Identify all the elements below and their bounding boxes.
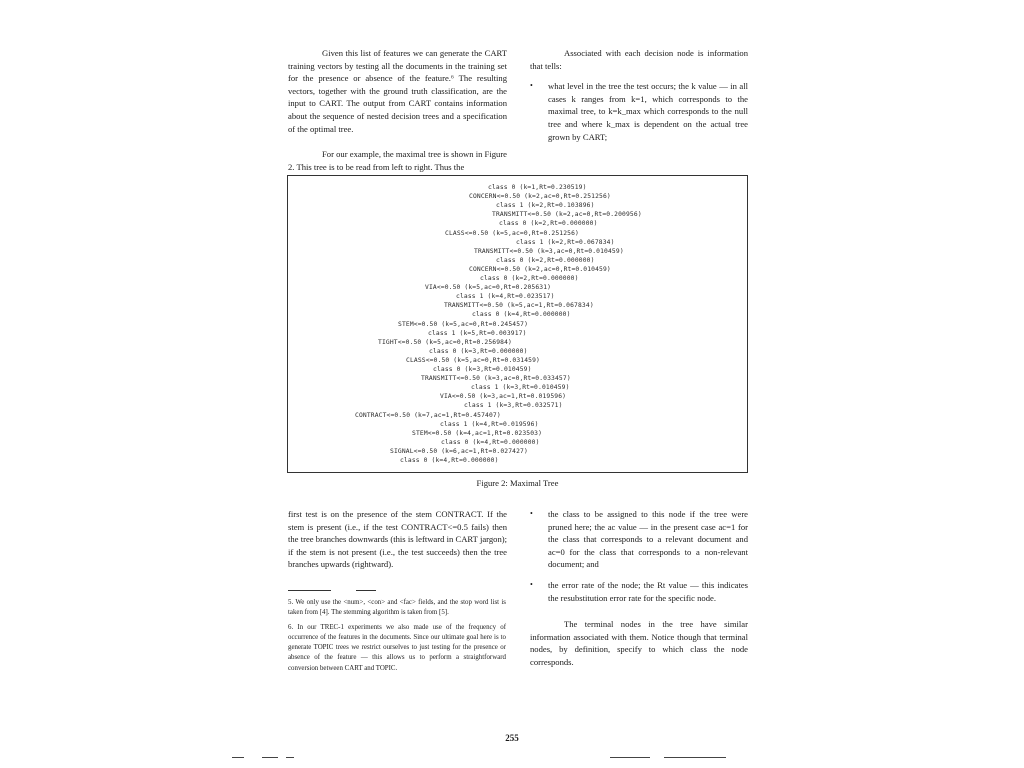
paragraph-features: Given this list of features we can generate the CART training vectors by testing all the documents in the training set for the presence or absence of the feature.⁶ The resulting vectors, together with the ground truth classification, are the input to CART. The output from CART contains information about the sequence of nested decision trees and a specification of the optimal tree. — [288, 48, 507, 134]
bullet-item-class — [530, 508, 748, 571]
scan-edge-line — [232, 757, 244, 758]
right-column-bottom — [530, 508, 748, 669]
tree-node-line: class 0 (k=2,Rt=0.000000) — [496, 256, 595, 264]
tree-node-line: class 1 (k=4,Rt=0.023517) — [456, 293, 555, 301]
bullet-list-bottom — [530, 508, 748, 604]
scan-edge-line — [262, 757, 278, 758]
tree-node-line: class 0 (k=1,Rt=0.230519) — [488, 184, 587, 191]
bullet-text-class: the class to be assigned to this node if the tree were pruned here; the ac value — in the present case ac=1 for the class that corresponds to a relevant document and ac=0 for the class that corresponds to a non-relevant document; and — [548, 509, 748, 570]
scan-edge-line — [664, 757, 726, 758]
footnotes — [288, 598, 506, 678]
left-column-top — [288, 47, 507, 173]
tree-node-line: class 0 (k=4,Rt=0.000000) — [472, 311, 571, 319]
bullet-marker: • — [530, 81, 533, 91]
figure-caption: Figure 2: Maximal Tree — [476, 478, 559, 488]
tree-node-line: class 0 (k=2,Rt=0.000000) — [499, 220, 598, 228]
tree-node-line: TRANSMITT<=0.50 (k=3,ac=0,Rt=0.033457) — [421, 375, 571, 383]
left-column-bottom — [288, 508, 507, 571]
tree-node-line: VIA<=0.50 (k=3,ac=1,Rt=0.019596) — [440, 393, 567, 401]
tree-node-line: CLASS<=0.50 (k=5,ac=0,Rt=0.031459) — [406, 356, 540, 364]
scan-edge-line — [610, 757, 650, 758]
tree-node-line: class 0 (k=3,Rt=0.010459) — [433, 366, 532, 373]
bullet-marker: • — [530, 579, 533, 589]
tree-node-line: SIGNAL<=0.50 (k=6,ac=1,Rt=0.027427) — [390, 447, 528, 455]
tree-node-line: TRANSMITT<=0.50 (k=3,ac=0,Rt=0.010459) — [474, 247, 624, 255]
tree-node-line: class 1 (k=3,Rt=0.010459) — [471, 384, 570, 392]
page-number: 255 — [505, 733, 519, 743]
tree-node-line: class 0 (k=3,Rt=0.000000) — [429, 347, 528, 355]
tree-node-line: class 1 (k=3,Rt=0.032571) — [464, 402, 563, 410]
tree-node-line: CLASS<=0.50 (k=5,ac=0,Rt=0.251256) — [445, 229, 579, 237]
tree-node-line: STEM<=0.50 (k=5,ac=0,Rt=0.245457) — [398, 320, 529, 328]
tree-node-line: VIA<=0.50 (k=5,ac=0,Rt=0.205631) — [425, 284, 552, 292]
paragraph-first-test: first test is on the presence of the stem CONTRACT. If the stem is present (i.e., if the test CONTRACT<=0.5 fails) then the tree branches downwards (this is leftward in CART jargon); if the stem is not present (i.e., the test succeeds) then the tree branches upwards (rightward). — [288, 509, 507, 570]
bullet-text-level: what level in the tree the test occurs; the k value — in all cases k ranges from k=1, which corresponds to the maximal tree, to k=k_max which corresponds to the null tree and where k_max is dependent on the actual tree grown by CART; — [548, 81, 748, 142]
bullet-list-top — [530, 80, 748, 143]
tree-node-line: STEM<=0.50 (k=4,ac=1,Rt=0.023503) — [412, 429, 543, 437]
tree-node-line: class 0 (k=4,Rt=0.000000) — [441, 438, 540, 446]
paragraph-node-info-intro: Associated with each decision node is information that tells: — [530, 48, 748, 71]
footnote-rule — [288, 590, 331, 591]
bullet-item-error-rate — [530, 579, 748, 604]
footnote-rule-secondary — [356, 590, 376, 591]
tree-node-line: TRANSMITT<=0.50 (k=5,ac=1,Rt=0.067834) — [444, 302, 594, 310]
tree-node-line: TIGHT<=0.50 (k=5,ac=0,Rt=0.256984) — [378, 338, 512, 346]
figure-maximal-tree — [287, 175, 748, 473]
tree-node-line: TRANSMITT<=0.50 (k=2,ac=0,Rt=0.200956) — [492, 211, 642, 219]
paragraph-terminal-nodes: The terminal nodes in the tree have similar information associated with them. Notice though that terminal nodes, by definition, specify to which class the node corresponds. — [530, 619, 748, 667]
tree-node-line: class 1 (k=4,Rt=0.019596) — [440, 420, 539, 428]
tree-node-line: class 0 (k=4,Rt=0.000000) — [400, 457, 499, 464]
paragraph-example-intro: For our example, the maximal tree is shown in Figure 2. This tree is to be read from left to right. Thus the — [288, 149, 507, 172]
tree-node-line: CONCERN<=0.50 (k=2,ac=0,Rt=0.010459) — [469, 265, 611, 273]
bullet-marker: • — [530, 509, 533, 518]
right-column-top — [530, 47, 748, 151]
tree-node-line: CONTRACT<=0.50 (k=7,ac=1,Rt=0.457407) — [355, 411, 501, 419]
tree-node-line: class 1 (k=5,Rt=0.003917) — [428, 329, 527, 337]
tree-node-line: class 1 (k=2,Rt=0.067834) — [516, 238, 615, 246]
tree-node-line: CONCERN<=0.50 (k=2,ac=0,Rt=0.251256) — [469, 193, 611, 201]
footnote-5: 5. We only use the <num>, <con> and <fac> fields, and the stop word list is taken from [4]. The stemming algorithm is taken from [5]. — [288, 599, 506, 617]
bullet-item-level — [530, 80, 748, 143]
tree-node-line: class 1 (k=2,Rt=0.103896) — [496, 202, 595, 210]
footnote-6: 6. In our TREC-1 experiments we also made use of the frequency of occurrence of the features in the documents. Since our ultimate goal here is to generate TOPIC trees we restrict ourselves to just testing for the presence or absence of the feature — this allows us to perform a straightforward conversion between CART and TOPIC. — [288, 623, 506, 672]
tree-node-line: class 0 (k=2,Rt=0.000000) — [480, 275, 579, 282]
scan-edge-line — [286, 757, 294, 758]
bullet-text-error-rate: the error rate of the node; the Rt value — this indicates the resubstitution error rate for the specific node. — [548, 579, 748, 603]
